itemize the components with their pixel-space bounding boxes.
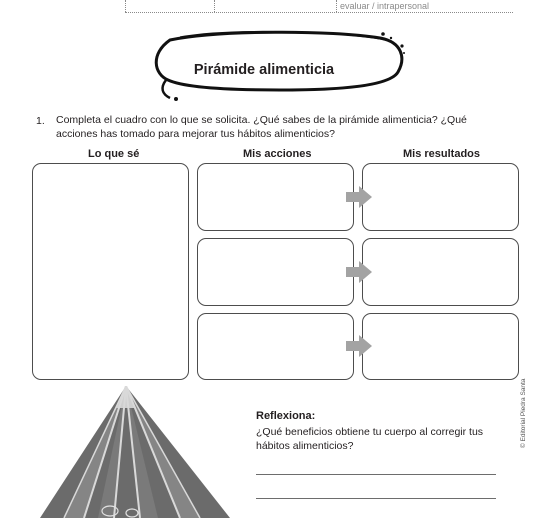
column-header-mis-acciones: Mis acciones bbox=[243, 148, 312, 160]
answer-box-resultado-2[interactable] bbox=[362, 238, 519, 306]
page-title: Pirámide alimenticia bbox=[193, 62, 335, 78]
column-header-mis-resultados: Mis resultados bbox=[403, 148, 481, 160]
answer-box-resultado-3[interactable] bbox=[362, 313, 519, 380]
header-rule bbox=[125, 12, 513, 13]
copyright-text: © Editorial Piedra Santa bbox=[520, 378, 527, 448]
food-pyramid-illustration bbox=[40, 386, 230, 518]
header-caption: evaluar / intrapersonal bbox=[340, 1, 430, 11]
column-header-lo-que-se: Lo que sé bbox=[88, 148, 140, 160]
header-divider bbox=[336, 0, 337, 12]
answer-box-accion-1[interactable] bbox=[197, 163, 354, 231]
answer-line[interactable] bbox=[256, 498, 496, 499]
reflexiona-question: ¿Qué beneficios obtiene tu cuerpo al corregir tus hábitos alimenticios? bbox=[256, 426, 484, 452]
answer-line[interactable] bbox=[256, 474, 496, 475]
question-text: Completa el cuadro con lo que se solicita. ¿Qué sabes de la pirámide alimenticia? ¿Qué acciones has tomado para mejorar tus hábitos alimenticios? bbox=[56, 114, 467, 140]
arrow-right-icon bbox=[346, 335, 372, 357]
arrow-right-icon bbox=[346, 261, 372, 283]
question-number: 1. bbox=[36, 115, 45, 127]
answer-box-lo-que-se[interactable] bbox=[32, 163, 189, 380]
header-divider bbox=[214, 0, 215, 12]
header-divider bbox=[125, 0, 126, 12]
answer-box-accion-2[interactable] bbox=[197, 238, 354, 306]
answer-box-resultado-1[interactable] bbox=[362, 163, 519, 231]
arrow-right-icon bbox=[346, 186, 372, 208]
answer-box-accion-3[interactable] bbox=[197, 313, 354, 380]
reflexiona-title: Reflexiona: bbox=[256, 410, 316, 422]
